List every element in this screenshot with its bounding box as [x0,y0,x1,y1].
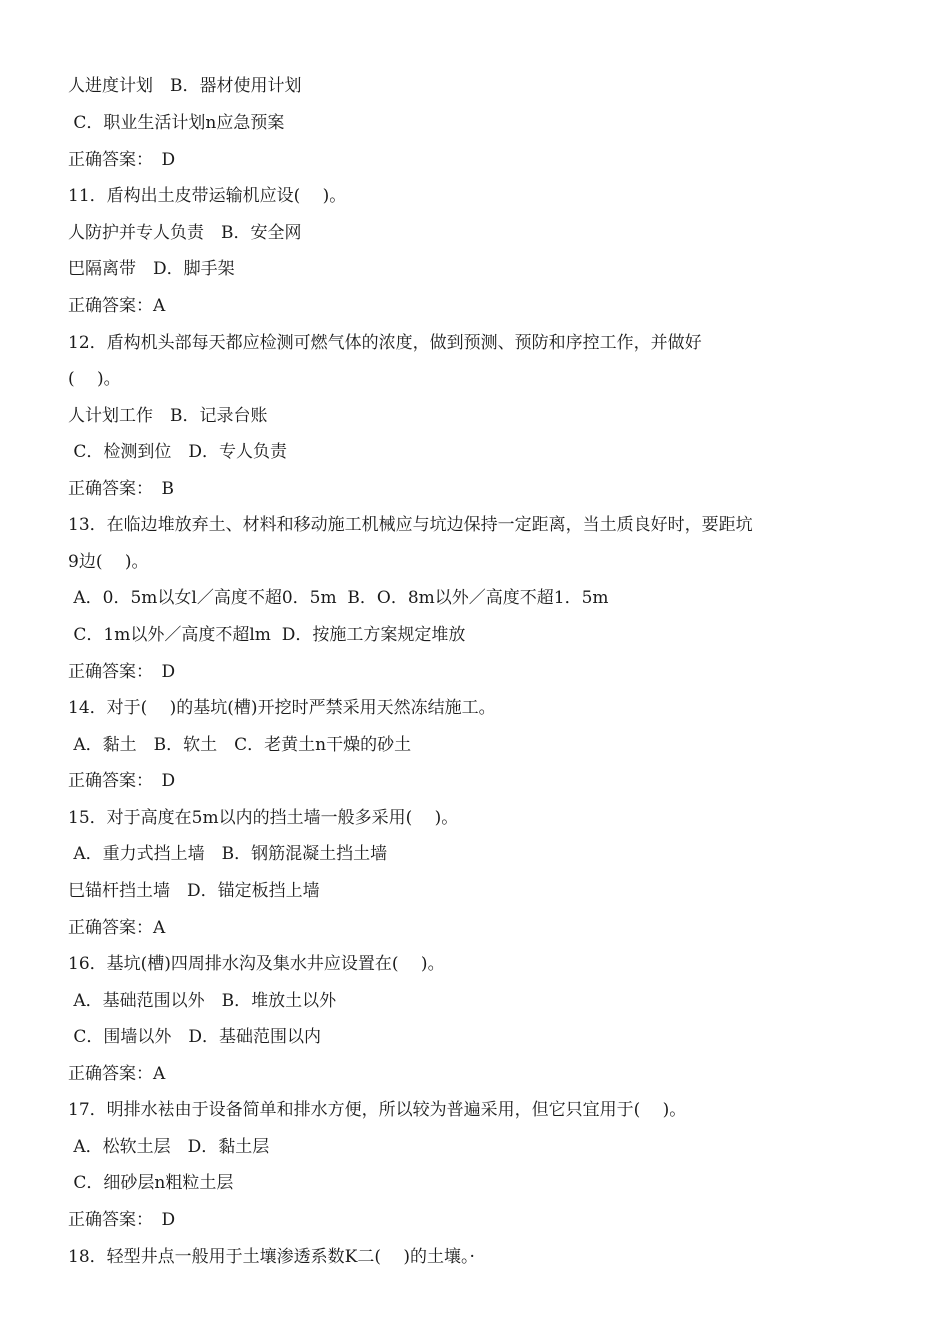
text-line: A．基础范围以外 B．堆放土以外 [68,991,337,1011]
text-line: A．重力式挡上墙 B．钢筋混凝土挡土墙 [68,844,388,864]
answer-line: 正确答案： D [68,1210,176,1230]
text-line: C．职业生活计划n应急预案 [68,113,285,133]
answer-line: 正确答案：A [68,918,166,938]
question-12: 12．盾构机头部每天都应检测可燃气体的浓度，做到预测、预防和序控工作，并做好 [68,333,702,353]
answer-line: 正确答案： D [68,771,176,791]
answer-line: 正确答案：A [68,296,166,316]
answer-line: 正确答案：A [68,1064,166,1084]
question-15: 15．对于高度在5m以内的挡土墙一般多采用( )。 [68,808,459,828]
text-line: 巴隔离带 D．脚手架 [68,259,235,279]
answer-line: 正确答案： D [68,662,176,682]
text-line: 人防护并专人负责 B．安全网 [68,223,302,243]
answer-line: 正确答案： D [68,150,176,170]
text-line: 人计划工作 B．记录台账 [68,406,268,426]
answer-line: 正确答案： B [68,479,174,499]
text-line: A．黏土 B．软土 C．老黄土n干燥的砂土 [68,735,412,755]
text-line: A．松软土层 D．黏土层 [68,1137,270,1157]
question-17: 17．明排水袪由于设备简单和排水方便，所以较为普遍采用，但它只宜用于( )。 [68,1100,687,1120]
text-line: 9边( )。 [68,552,149,572]
question-16: 16．基坑(槽)四周排水沟及集水井应设置在( )。 [68,954,445,974]
question-18: 18．轻型井点一般用于土壤渗透系数K二( )的土壤。· [68,1247,475,1267]
question-14: 14．对于( )的基坑(槽)开挖时严禁采用天然冻结施工。 [68,698,496,718]
text-line: 人进度计划 B．器材使用计划 [68,76,302,96]
text-line: C．细砂层n粗粒土层 [68,1173,234,1193]
text-line: ( )。 [68,369,121,389]
question-11: 11．盾构出土皮带运输机应设( )。 [68,186,347,206]
text-line: C．检测到位 D．专人负责 [68,442,288,462]
question-13: 13．在临边堆放弃土、材料和移动施工机械应与坑边保持一定距离，当土质良好时，要距坑 [68,515,753,535]
text-line: A．0．5m以女l／高度不超0．5m B．O．8m以外／高度不超1．5m [68,588,609,608]
text-line: C．1m以外／高度不超lm D．按施工方案规定堆放 [68,625,466,645]
text-line: C．围墙以外 D．基础范围以内 [68,1027,322,1047]
text-line: 巳锚杆挡土墙 D．锚定板挡上墙 [68,881,320,901]
